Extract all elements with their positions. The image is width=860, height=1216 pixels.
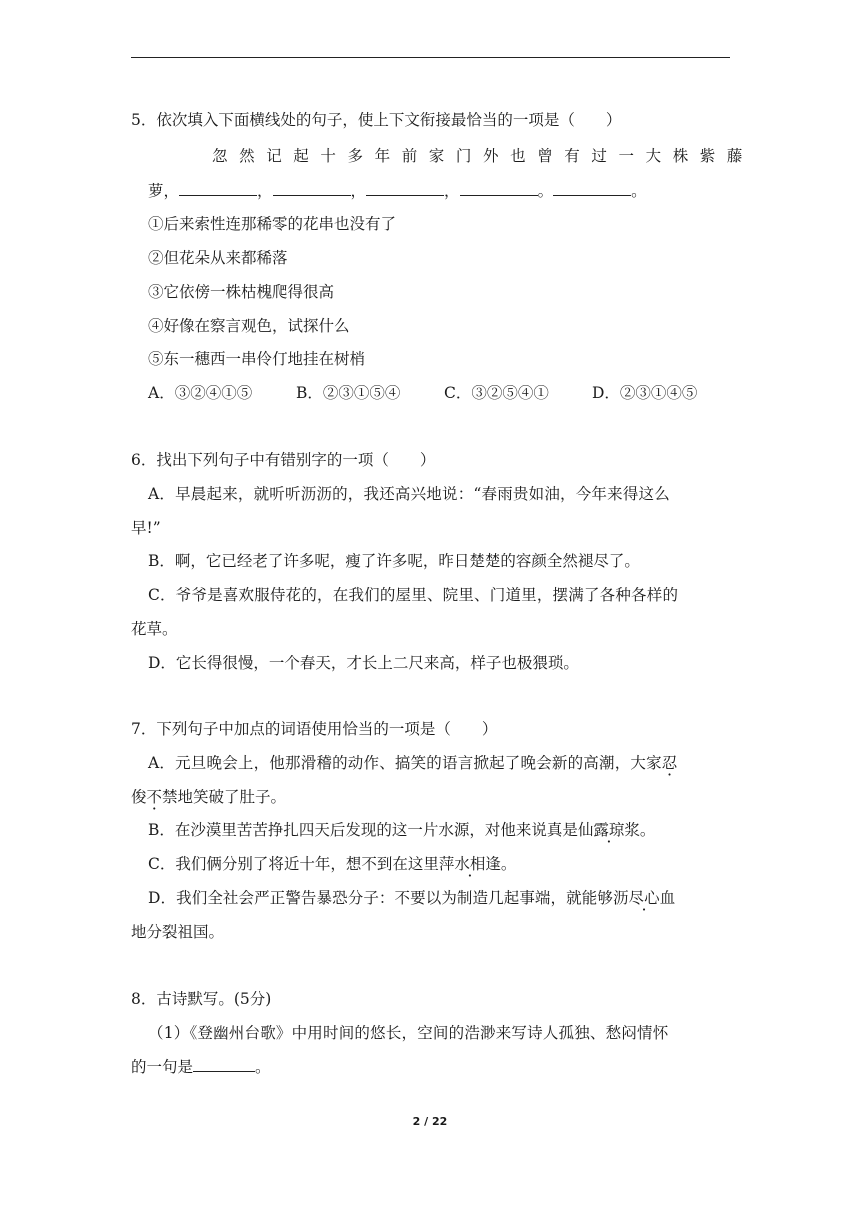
q5-sentence-4: ④好像在察言观色，试探什么 [148, 317, 350, 335]
q7-stem: 7．下列句子中加点的词语使用恰当的一项是（ ） [131, 720, 498, 738]
q8-stem: 8．古诗默写。(5分) [131, 990, 272, 1008]
q7-a-dotted-word-cont: 俊不禁 [131, 788, 178, 806]
q7-b-text: B．在沙漠里苦苦挣扎四天后发现的这一片水源，对他来说真是 [148, 821, 578, 839]
q7-a-text-end: 地笑破了肚子。 [177, 788, 287, 806]
q5-choice-d: D．②③①④⑤ [592, 384, 698, 402]
blank [193, 1057, 255, 1072]
q8-item1-text: 的一句是 [131, 1058, 194, 1076]
q7-c-text: C．我们俩分别了将近十年，想不到在这里 [148, 855, 439, 873]
q5-choice-c: C．③②⑤④① [444, 384, 549, 402]
q7-c-end: 。 [500, 855, 517, 873]
q5-sentence-5: ⑤东一穗西一串伶仃地挂在树梢 [148, 350, 366, 368]
q7-b-dotted-word: 仙露琼浆 [577, 821, 640, 839]
page-number: 2 / 22 [412, 1115, 448, 1128]
q7-d-text: D．我们全社会严正警告暴恐分子：不要以为制造几起事端，就能够 [148, 889, 613, 907]
q6-option-d: D．它长得很慢，一个春天，才长上二尺来高，样子也极猥琐。 [148, 654, 579, 672]
q7-option-a-line2 [131, 787, 286, 807]
q5-choices [148, 383, 697, 403]
q5-choice-b: B．②③①⑤④ [296, 384, 401, 402]
q5-passage-line2: 萝， ， ， ， 。 。 [148, 182, 647, 200]
q6-stem: 6．找出下列句子中有错别字的一项（ ） [131, 451, 436, 469]
q5-sentence-1: ①后来索性连那稀零的花串也没有了 [148, 215, 397, 233]
blank [366, 181, 444, 196]
q7-option-c [148, 854, 516, 874]
q8-item1-line2 [131, 1057, 271, 1077]
header-rule [131, 57, 730, 58]
q8-item1-line1: （1）《登幽州台歌》中用时间的悠长，空间的浩渺来写诗人孤独、愁闷情怀 [148, 1024, 669, 1042]
q6-option-b: B．啊，它已经老了许多呢，瘦了许多呢，昨日楚楚的容颜全然褪尽了。 [148, 552, 640, 570]
q5-stem: 5．依次填入下面横线处的句子，使上下文衔接最恰当的一项是（ ） [131, 111, 622, 129]
q7-option-a-line1 [148, 753, 678, 773]
q7-b-end: 。 [639, 821, 656, 839]
q6-option-c-line2: 花草。 [131, 620, 178, 638]
q5-sentence-3: ③它依傍一株枯槐爬得很高 [148, 283, 335, 301]
q5-choice-a: A．③②④①⑤ [148, 384, 253, 402]
q7-a-text: A．元旦晚会上，他那滑稽的动作、搞笑的语言掀起了晚会新的高潮，大家 [148, 754, 662, 772]
q5-passage-prefix: 萝， [148, 182, 180, 200]
q7-d-dotted-word: 沥尽心血 [612, 889, 676, 907]
q7-option-d-line1 [148, 888, 675, 908]
q7-option-b [148, 820, 655, 840]
q8-item1-end: 。 [255, 1058, 271, 1076]
blank [179, 181, 257, 196]
q6-option-a-line1: A．早晨起来，就听听沥沥的，我还高兴地说：“春雨贵如油，今年来得这么 [148, 485, 670, 503]
blank [553, 181, 631, 196]
q5-passage-line1: 忽然记起十多年前家门外也曾有过一大株紫藤 [212, 147, 755, 165]
blank [460, 181, 538, 196]
blank [273, 181, 351, 196]
q6-option-a-line2: 早!” [131, 519, 161, 537]
q6-option-c-line1: C．爷爷是喜欢服侍花的，在我们的屋里、院里、门道里，摆满了各种各样的 [148, 586, 679, 604]
q7-a-dotted-word: 忍 [661, 754, 678, 772]
q5-sentence-2: ②但花朵从来都稀落 [148, 249, 288, 267]
q7-option-d-line2: 地分裂祖国。 [131, 923, 225, 941]
q7-c-dotted-word: 萍水相逢 [438, 855, 501, 873]
